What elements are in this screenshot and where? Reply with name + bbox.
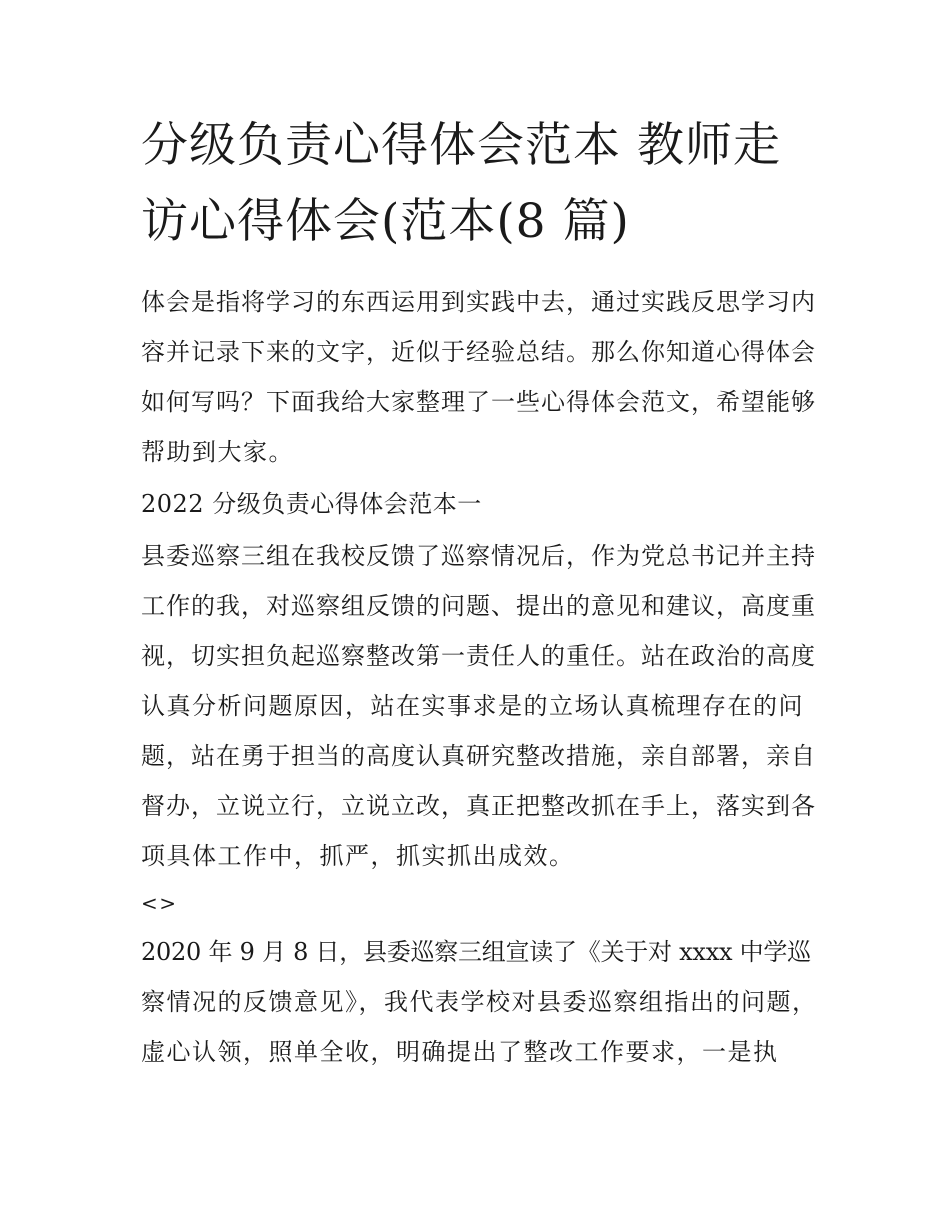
paragraph1-line-6: 督办，立说立行，立说立改，真正把整改抓在手上，落实到各 — [141, 792, 816, 820]
paragraph2-line-1: 2020 年 9 月 8 日，县委巡察三组宣读了《关于对 xxxx 中学巡 — [141, 938, 811, 966]
intro-line-2: 容并记录下来的文字，近似于经验总结。那么你知道心得体会 — [141, 338, 816, 366]
paragraph1-line-1: 县委巡察三组在我校反馈了巡察情况后，作为党总书记并主持 — [141, 542, 816, 570]
paragraph2-line-2: 察情况的反馈意见》，我代表学校对县委巡察组指出的问题， — [141, 988, 818, 1016]
intro-line-1: 体会是指将学习的东西运用到实践中去，通过实践反思学习内 — [141, 288, 816, 316]
paragraph1-line-7: 项具体工作中，抓严，抓实抓出成效。 — [141, 842, 575, 870]
section-heading: 2022 分级负责心得体会范本一 — [141, 490, 482, 518]
separator-marker: <> — [141, 891, 178, 915]
paragraph1-line-3: 视，切实担负起巡察整改第一责任人的重任。站在政治的高度 — [141, 642, 816, 670]
intro-line-4: 帮助到大家。 — [141, 438, 294, 466]
paragraph1-line-5: 题，站在勇于担当的高度认真研究整改措施，亲自部署，亲自 — [141, 742, 816, 770]
intro-line-3: 如何写吗？下面我给大家整理了一些心得体会范文，希望能够 — [141, 388, 816, 416]
paragraph1-line-4: 认真分析问题原因，站在实事求是的立场认真梳理存在的问 — [141, 692, 804, 720]
title-line-2: 访心得体会(范本(8 篇) — [141, 194, 630, 249]
paragraph1-line-2: 工作的我，对巡察组反馈的问题、提出的意见和建议，高度重 — [141, 592, 816, 620]
paragraph2-line-3: 虚心认领，照单全收，明确提出了整改工作要求，一是执 — [141, 1038, 779, 1066]
title-line-1: 分级负责心得体会范本 教师走 — [141, 118, 781, 173]
